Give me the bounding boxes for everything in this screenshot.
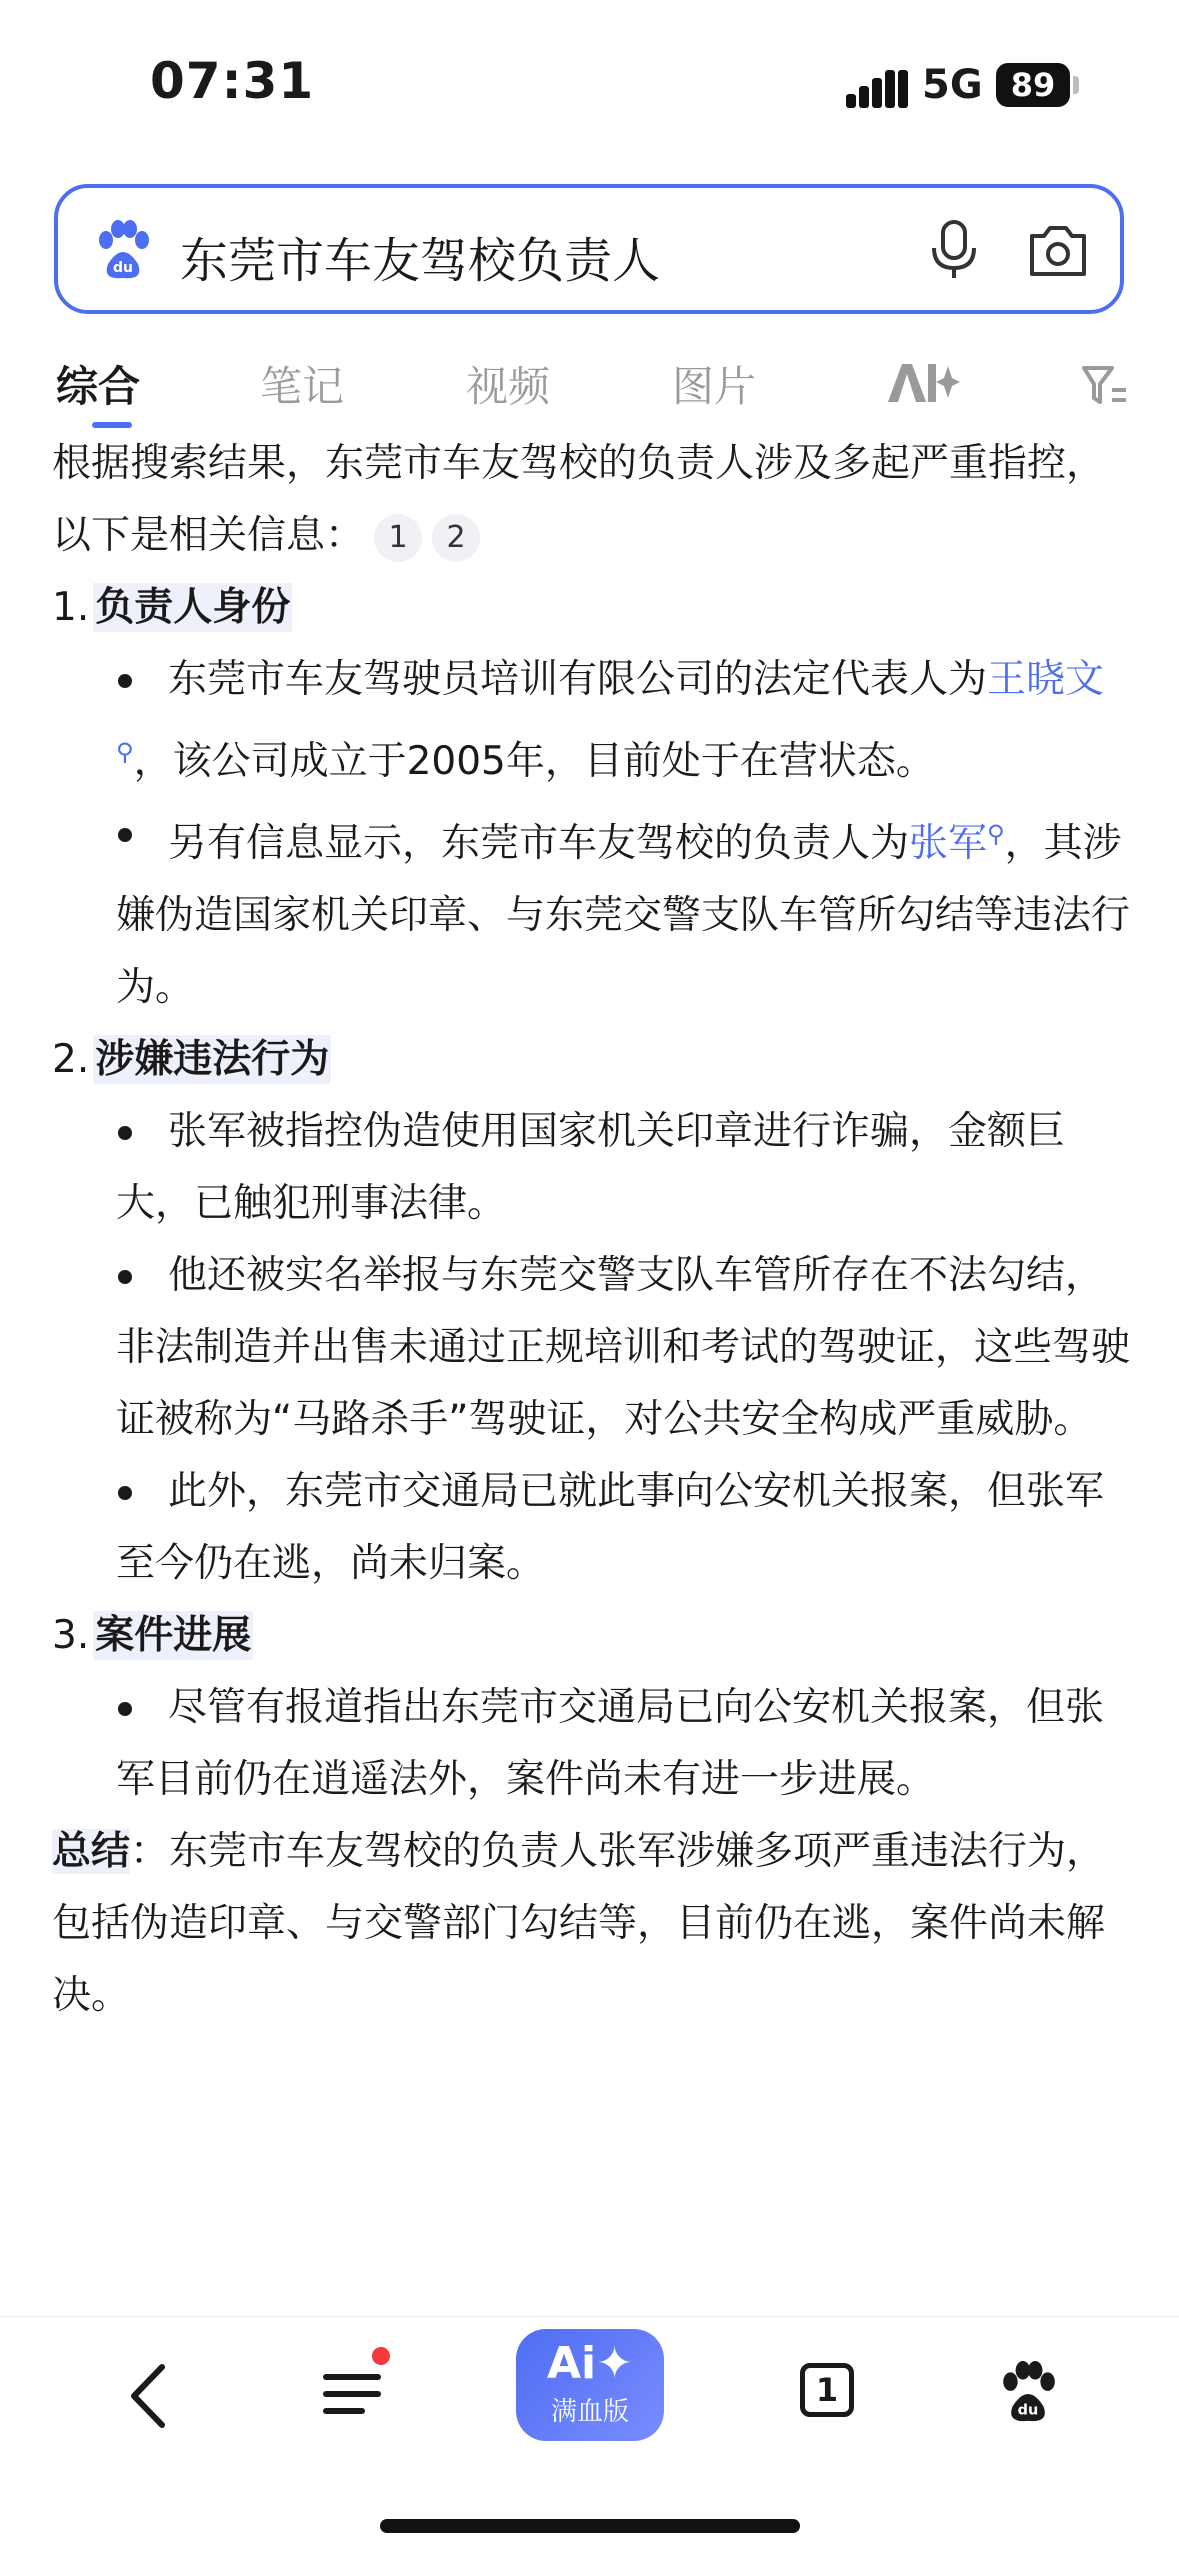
ai-sparkle-icon[interactable] [884, 358, 960, 406]
citation-badge[interactable]: 1 [374, 514, 422, 562]
section-title: 案件进展 [95, 1613, 252, 1658]
intro-text: 根据搜索结果，东莞市车友驾校的负责人涉及多起严重指控，以下是相关信息： [52, 441, 1106, 558]
tab-images[interactable]: 图片 [672, 362, 757, 411]
notification-dot [372, 2347, 390, 2365]
network-type: 5G [922, 62, 983, 108]
svg-text:du: du [1017, 2402, 1039, 2419]
bullet-text: 此外，东莞市交通局已就此事向公安机关报案，但张军至今仍在逃，尚未归案。 [116, 1469, 1105, 1586]
entity-link[interactable]: 张军 [909, 821, 988, 866]
back-icon[interactable] [126, 2361, 170, 2431]
ai-sparkle-icon: Ai✦ [546, 2338, 633, 2389]
list-item [52, 644, 1132, 798]
search-link-icon[interactable]: ⚲ [987, 820, 1005, 848]
answer-summary [52, 1816, 1132, 2032]
entity-link[interactable]: 王晓文 [987, 657, 1105, 702]
section-heading [52, 572, 1132, 644]
section-number: 2. [52, 1037, 90, 1082]
battery-icon: 89 [996, 63, 1070, 107]
camera-icon[interactable] [1026, 220, 1090, 282]
list-item [52, 1672, 1132, 1816]
baidu-paw-icon [94, 220, 152, 282]
bullet-text: ，其涉嫌伪造国家机关印章、与东莞交警支队车管所勾结等违法行为。 [116, 821, 1131, 1010]
summary-text: ：东莞市车友驾校的负责人张军涉嫌多项严重违法行为，包括伪造印章、与交警部门勾结等，目前仍在逃，案件尚未解决。 [52, 1829, 1106, 2018]
bullet-text: 他还被实名举报与东莞交警支队车管所存在不法勾结，非法制造并出售未通过正规培训和考试的驾驶证，这些驾驶证被称为“马路杀手”驾驶证，对公共安全构成严重威胁。 [116, 1253, 1131, 1442]
search-bar[interactable] [54, 184, 1124, 314]
tab-notes[interactable]: 笔记 [260, 362, 345, 411]
list-item [52, 1096, 1132, 1240]
microphone-icon[interactable] [926, 218, 982, 282]
signal-icon [846, 68, 908, 108]
tabs-count-button[interactable]: 1 [800, 2363, 854, 2417]
svg-text:du: du [113, 260, 133, 276]
search-tabs [0, 340, 1179, 430]
section-number: 3. [52, 1613, 90, 1658]
tab-video[interactable]: 视频 [466, 362, 551, 411]
list-item [52, 1240, 1132, 1456]
bullet-text: 东莞市车友驾驶员培训有限公司的法定代表人为 [168, 657, 988, 702]
list-item [52, 1456, 1132, 1600]
status-time: 07:31 [150, 52, 315, 110]
ai-assistant-button[interactable] [516, 2329, 664, 2441]
section-title: 涉嫌违法行为 [95, 1037, 330, 1082]
bullet-text: ，该公司成立于2005年，目前处于在营状态。 [133, 739, 935, 784]
baidu-home-icon[interactable] [998, 2361, 1058, 2425]
ai-answer-content [52, 428, 1132, 2032]
bullet-text: 张军被指控伪造使用国家机关印章进行诈骗，金额巨大，已触犯刑事法律。 [116, 1109, 1066, 1226]
bullet-text: 尽管有报道指出东莞市交通局已向公安机关报案，但张军目前仍在逍遥法外，案件尚未有进一步进展。 [116, 1685, 1105, 1802]
home-indicator[interactable] [380, 2519, 800, 2533]
bottom-navigation [0, 2316, 1179, 2557]
citation-badge[interactable]: 2 [432, 514, 480, 562]
tab-comprehensive[interactable]: 综合 [56, 362, 141, 411]
section-title: 负责人身份 [95, 585, 291, 630]
section-heading [52, 1600, 1132, 1672]
search-input[interactable]: 东莞市车友驾校负责人 [180, 233, 661, 289]
search-link-icon[interactable]: ⚲ [116, 738, 134, 766]
ai-button-label: 满血版 [550, 2397, 629, 2427]
filter-icon[interactable] [1082, 364, 1128, 406]
battery-cap [1073, 76, 1079, 94]
summary-label: 总结 [52, 1829, 131, 1874]
bullet-text: 另有信息显示，东莞市车友驾校的负责人为 [168, 821, 910, 866]
list-item [52, 798, 1132, 1024]
section-heading [52, 1024, 1132, 1096]
status-bar [0, 0, 1179, 150]
section-number: 1. [52, 585, 90, 630]
menu-icon[interactable] [322, 2369, 382, 2419]
answer-intro [52, 428, 1132, 572]
